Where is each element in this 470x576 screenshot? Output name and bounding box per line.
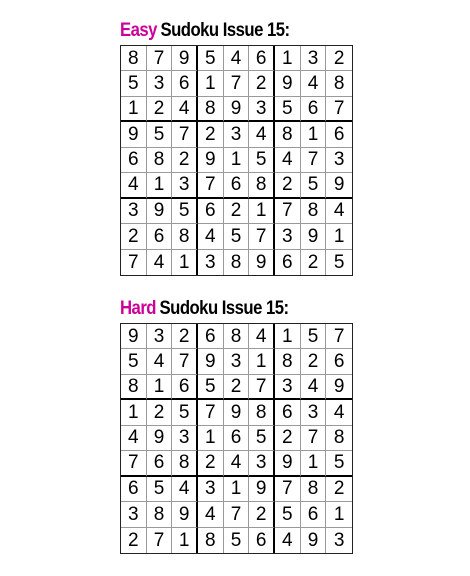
- sudoku-cell: 2: [121, 224, 147, 249]
- hard-sudoku-solution: [120, 297, 353, 554]
- sudoku-cell: 6: [249, 528, 275, 553]
- sudoku-cell: 3: [249, 451, 275, 476]
- sudoku-cell: 6: [224, 426, 250, 451]
- hard-puzzle-title: [120, 297, 325, 321]
- sudoku-cell: 4: [224, 451, 250, 476]
- sudoku-cell: 7: [301, 426, 327, 451]
- sudoku-cell: 9: [121, 122, 147, 147]
- sudoku-cell: 4: [224, 46, 250, 71]
- sudoku-cell: 4: [172, 477, 198, 502]
- sudoku-cell: 6: [224, 173, 250, 198]
- sudoku-cell: 3: [275, 224, 301, 249]
- hard-sudoku-grid: [120, 323, 353, 554]
- sudoku-cell: 8: [249, 173, 275, 198]
- sudoku-cell: 7: [198, 400, 224, 425]
- sudoku-cell: 5: [224, 528, 250, 553]
- sudoku-cell: 8: [224, 324, 250, 349]
- sudoku-cell: 7: [249, 224, 275, 249]
- sudoku-cell: 7: [326, 97, 352, 122]
- sudoku-cell: 4: [198, 224, 224, 249]
- sudoku-cell: 1: [224, 477, 250, 502]
- sudoku-cell: 1: [121, 400, 147, 425]
- sudoku-cell: 4: [249, 122, 275, 147]
- sudoku-cell: 4: [249, 324, 275, 349]
- sudoku-cell: 8: [172, 224, 198, 249]
- sudoku-cell: 3: [172, 426, 198, 451]
- sudoku-cell: 6: [147, 224, 173, 249]
- sudoku-cell: 1: [198, 71, 224, 96]
- sudoku-cell: 2: [224, 199, 250, 224]
- sudoku-cell: 7: [147, 528, 173, 553]
- sudoku-cell: 8: [275, 349, 301, 374]
- sudoku-cell: 1: [172, 528, 198, 553]
- sudoku-cell: 3: [198, 250, 224, 275]
- sudoku-cell: 8: [121, 375, 147, 400]
- sudoku-cell: 5: [147, 122, 173, 147]
- sudoku-cell: 8: [326, 426, 352, 451]
- sudoku-cell: 8: [249, 400, 275, 425]
- sudoku-cell: 5: [121, 71, 147, 96]
- sudoku-cell: 7: [224, 71, 250, 96]
- sudoku-cell: 4: [275, 148, 301, 173]
- sudoku-cell: 9: [224, 97, 250, 122]
- sudoku-cell: 7: [326, 324, 352, 349]
- easy-title-text: Sudoku Issue 15:: [160, 20, 290, 41]
- sudoku-cell: 3: [121, 199, 147, 224]
- sudoku-cell: 9: [326, 173, 352, 198]
- sudoku-cell: 7: [301, 148, 327, 173]
- sudoku-cell: 5: [326, 451, 352, 476]
- sudoku-cell: 5: [198, 46, 224, 71]
- sudoku-cell: 3: [301, 400, 327, 425]
- easy-sudoku-grid: [120, 45, 353, 276]
- sudoku-cell: 1: [224, 148, 250, 173]
- sudoku-cell: 5: [147, 477, 173, 502]
- sudoku-cell: 9: [249, 250, 275, 275]
- sudoku-cell: 4: [301, 375, 327, 400]
- sudoku-cell: 2: [121, 528, 147, 553]
- sudoku-cell: 7: [198, 173, 224, 198]
- sudoku-cell: 1: [326, 502, 352, 527]
- sudoku-cell: 1: [147, 375, 173, 400]
- sudoku-cell: 1: [147, 173, 173, 198]
- sudoku-cell: 8: [275, 122, 301, 147]
- sudoku-cell: 5: [275, 502, 301, 527]
- sudoku-cell: 7: [121, 250, 147, 275]
- sudoku-cell: 8: [147, 148, 173, 173]
- sudoku-cell: 2: [301, 250, 327, 275]
- sudoku-cell: 3: [198, 477, 224, 502]
- sudoku-cell: 2: [172, 324, 198, 349]
- sudoku-cell: 8: [198, 528, 224, 553]
- sudoku-cell: 8: [224, 250, 250, 275]
- sudoku-cell: 9: [224, 400, 250, 425]
- sudoku-cell: 6: [121, 148, 147, 173]
- sudoku-cell: 3: [275, 375, 301, 400]
- sudoku-cell: 9: [198, 349, 224, 374]
- sudoku-cell: 5: [301, 324, 327, 349]
- sudoku-cell: 6: [249, 46, 275, 71]
- sudoku-cell: 5: [121, 349, 147, 374]
- sudoku-cell: 6: [172, 71, 198, 96]
- sudoku-cell: 4: [326, 199, 352, 224]
- sudoku-cell: 9: [301, 528, 327, 553]
- sudoku-cell: 2: [198, 122, 224, 147]
- sudoku-cell: 3: [301, 46, 327, 71]
- sudoku-cell: 6: [326, 122, 352, 147]
- sudoku-cell: 9: [326, 375, 352, 400]
- sudoku-cell: 2: [275, 173, 301, 198]
- sudoku-cell: 9: [121, 324, 147, 349]
- hard-title-text: Sudoku Issue 15:: [159, 298, 289, 319]
- sudoku-cell: 2: [249, 502, 275, 527]
- sudoku-cell: 3: [172, 173, 198, 198]
- sudoku-cell: 7: [249, 375, 275, 400]
- sudoku-cell: 6: [301, 502, 327, 527]
- sudoku-cell: 5: [275, 97, 301, 122]
- sudoku-cell: 3: [147, 71, 173, 96]
- sudoku-cell: 1: [121, 97, 147, 122]
- sudoku-cell: 6: [121, 477, 147, 502]
- sudoku-cell: 3: [249, 97, 275, 122]
- sudoku-cell: 3: [121, 502, 147, 527]
- sudoku-cell: 7: [121, 451, 147, 476]
- sudoku-cell: 1: [326, 224, 352, 249]
- sudoku-cell: 6: [275, 400, 301, 425]
- sudoku-cell: 9: [301, 224, 327, 249]
- easy-puzzle-title: [120, 19, 325, 43]
- sudoku-cell: 3: [333, 529, 345, 551]
- sudoku-cell: 1: [275, 46, 301, 71]
- sudoku-cell: 4: [147, 250, 173, 275]
- sudoku-cell: 8: [301, 477, 327, 502]
- sudoku-cell: 6: [198, 199, 224, 224]
- sudoku-cell: 1: [172, 250, 198, 275]
- sudoku-cell: 1: [249, 199, 275, 224]
- sudoku-cell: 1: [249, 349, 275, 374]
- easy-sudoku-solution: [120, 19, 353, 276]
- easy-level-label: Easy: [120, 20, 157, 41]
- sudoku-cell: 4: [121, 173, 147, 198]
- sudoku-cell: 7: [275, 477, 301, 502]
- sudoku-cell: 8: [147, 502, 173, 527]
- sudoku-cell: 5: [172, 400, 198, 425]
- sudoku-cell: 7: [147, 46, 173, 71]
- sudoku-cell: 6: [147, 451, 173, 476]
- hard-level-label: Hard: [120, 298, 156, 319]
- sudoku-cell: 2: [147, 97, 173, 122]
- sudoku-cell: 7: [224, 502, 250, 527]
- sudoku-cell: 2: [198, 451, 224, 476]
- sudoku-cell: 5: [249, 148, 275, 173]
- sudoku-cell: 9: [147, 426, 173, 451]
- sudoku-cell: 3: [326, 148, 352, 173]
- sudoku-cell: 4: [301, 71, 327, 96]
- sudoku-cell: 4: [121, 426, 147, 451]
- sudoku-cell: 9: [172, 46, 198, 71]
- sudoku-cell: 5: [224, 224, 250, 249]
- sudoku-cell: 3: [147, 324, 173, 349]
- sudoku-cell: 7: [172, 349, 198, 374]
- sudoku-cell: 5: [301, 173, 327, 198]
- sudoku-cell: 9: [147, 199, 173, 224]
- sudoku-cell: 9: [275, 451, 301, 476]
- sudoku-cell: 6: [326, 349, 352, 374]
- sudoku-cell: 1: [198, 426, 224, 451]
- sudoku-cell: 1: [301, 122, 327, 147]
- sudoku-cell: 2: [326, 477, 352, 502]
- sudoku-cell: 2: [326, 46, 352, 71]
- sudoku-cell: 9: [172, 502, 198, 527]
- sudoku-cell: 4: [198, 502, 224, 527]
- sudoku-cell: 5: [172, 199, 198, 224]
- sudoku-cell: 6: [275, 250, 301, 275]
- sudoku-cell: 2: [224, 375, 250, 400]
- sudoku-cell: 8: [326, 71, 352, 96]
- sudoku-cell: 8: [172, 451, 198, 476]
- sudoku-cell: 6: [172, 375, 198, 400]
- sudoku-cell: 6: [301, 97, 327, 122]
- sudoku-cell: 3: [224, 122, 250, 147]
- sudoku-cell: 5: [333, 251, 345, 273]
- sudoku-cell: 9: [275, 71, 301, 96]
- sudoku-cell: 4: [326, 400, 352, 425]
- sudoku-cell: 2: [275, 426, 301, 451]
- sudoku-cell: 9: [249, 477, 275, 502]
- sudoku-cell: 2: [301, 349, 327, 374]
- sudoku-cell: 1: [275, 324, 301, 349]
- sudoku-cell: 6: [198, 324, 224, 349]
- sudoku-cell: 2: [172, 148, 198, 173]
- sudoku-cell: 2: [249, 71, 275, 96]
- sudoku-cell: 7: [275, 199, 301, 224]
- sudoku-cell: 4: [147, 349, 173, 374]
- sudoku-cell: 7: [172, 122, 198, 147]
- sudoku-cell: 8: [198, 97, 224, 122]
- sudoku-cell: 4: [172, 97, 198, 122]
- sudoku-cell: 5: [198, 375, 224, 400]
- sudoku-cell: 9: [198, 148, 224, 173]
- sudoku-cell: 2: [147, 400, 173, 425]
- sudoku-cell: 8: [121, 46, 147, 71]
- sudoku-cell: 5: [249, 426, 275, 451]
- sudoku-cell: 3: [224, 349, 250, 374]
- sudoku-cell: 8: [301, 199, 327, 224]
- sudoku-cell: 4: [275, 528, 301, 553]
- sudoku-cell: 1: [301, 451, 327, 476]
